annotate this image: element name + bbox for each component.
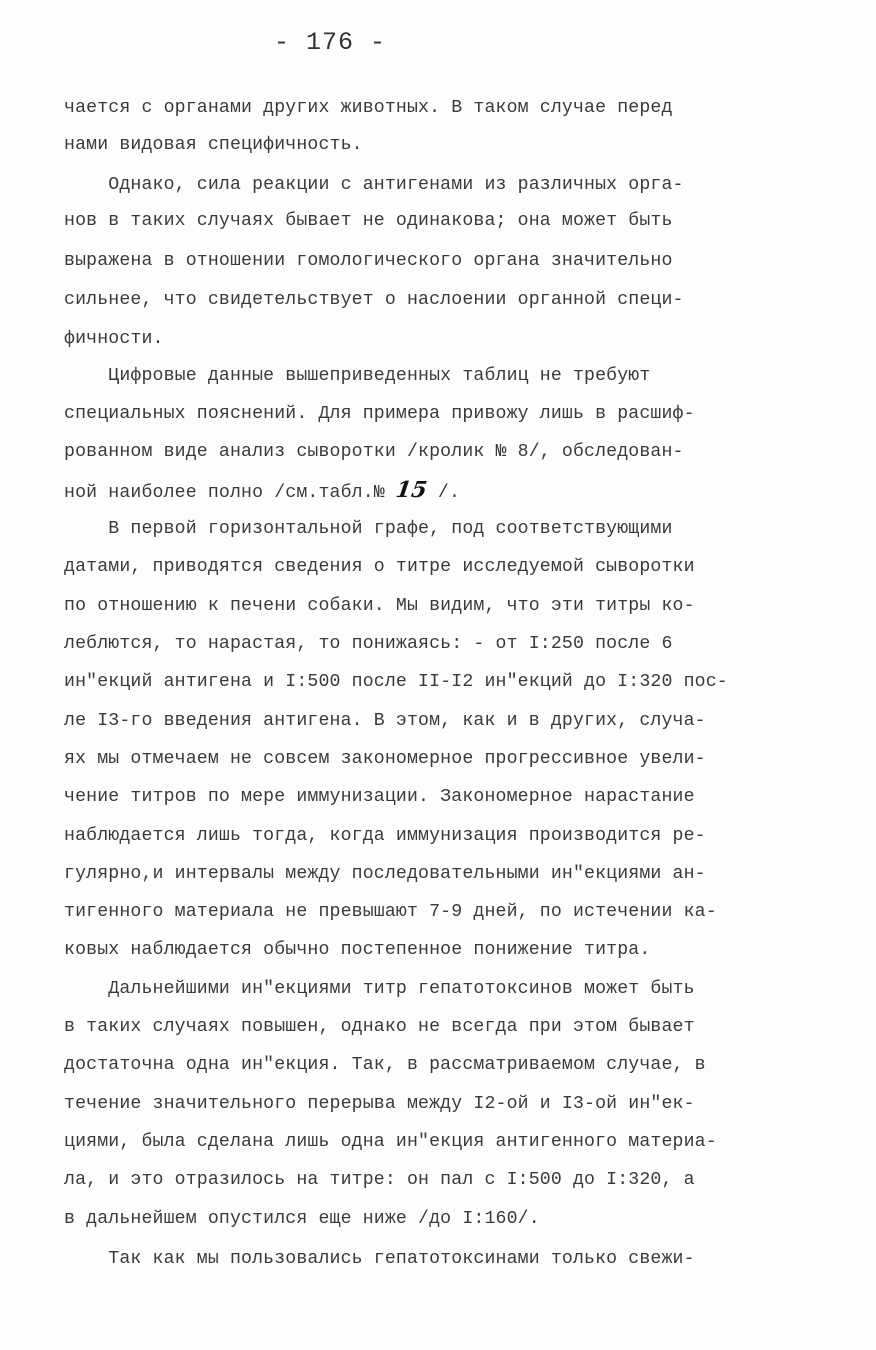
text-line: достаточна одна ин"екция. Так, в рассматриваемом случае, в	[64, 1055, 706, 1075]
text-line: чение титров по мере иммунизации. Закономерное нарастание	[64, 787, 695, 807]
text-line: ин"екций антигена и I:500 после II-I2 ин"екций до I:320 пос-	[64, 672, 728, 692]
text-line-with-table-ref	[64, 476, 460, 507]
text-line: в таких случаях повышен, однако не всегда при этом бывает	[64, 1017, 695, 1037]
text-line: ла, и это отразилось на титре: он пал с I:500 до I:320, а	[64, 1170, 695, 1190]
text-line: тигенного материала не превышают 7-9 дней, по истечении ка-	[64, 902, 717, 922]
text-line: датами, приводятся сведения о титре исследуемой сыворотки	[64, 557, 695, 577]
text-line: нами видовая специфичность.	[64, 135, 363, 155]
text-line: ле I3-го введения антигена. В этом, как и в других, случа-	[64, 711, 706, 731]
text-line: наблюдается лишь тогда, когда иммунизация производится ре-	[64, 826, 706, 846]
text-line: гулярно,и интервалы между последовательными ин"екциями ан-	[64, 864, 706, 884]
text-line: Дальнейшими ин"екциями титр гепатотоксинов может быть	[64, 979, 695, 999]
text-line: В первой горизонтальной графе, под соответствующими	[64, 519, 673, 539]
text-line: выражена в отношении гомологического органа значительно	[64, 251, 673, 271]
text-line: специальных пояснений. Для примера привожу лишь в расшиф-	[64, 404, 695, 424]
text-line: ях мы отмечаем не совсем закономерное прогрессивное увели-	[64, 749, 706, 769]
text-line: сильнее, что свидетельствует о наслоении органной специ-	[64, 290, 684, 310]
page-number: - 176 -	[273, 28, 387, 57]
handwritten-table-number: 15	[394, 477, 429, 503]
text-line: Так как мы пользовались гепатотоксинами только свежи-	[64, 1249, 695, 1269]
text-line: нов в таких случаях бывает не одинакова; она может быть	[64, 211, 673, 231]
text-line: ковых наблюдается обычно постепенное понижение титра.	[64, 940, 651, 960]
text-line: течение значительного перерыва между I2-ой и I3-ой ин"ек-	[64, 1094, 695, 1114]
text-segment: /.	[426, 483, 461, 503]
text-line: Однако, сила реакции с антигенами из различных орга-	[64, 175, 684, 195]
text-line: рованном виде анализ сыворотки /кролик № 8/, обследован-	[64, 442, 684, 462]
text-line: фичности.	[64, 329, 164, 349]
text-line: леблются, то нарастая, то понижаясь: - от I:250 после 6	[64, 634, 673, 654]
text-line: чается с органами других животных. В таком случае перед	[64, 98, 673, 118]
text-line: Цифровые данные вышеприведенных таблиц не требуют	[64, 366, 651, 386]
text-line: в дальнейшем опустился еще ниже /до I:160/.	[64, 1209, 540, 1229]
text-segment: ной наиболее полно /см.табл.№	[64, 483, 396, 503]
text-line: циями, была сделана лишь одна ин"екция антигенного материа-	[64, 1132, 717, 1152]
text-line: по отношению к печени собаки. Мы видим, что эти титры ко-	[64, 596, 695, 616]
